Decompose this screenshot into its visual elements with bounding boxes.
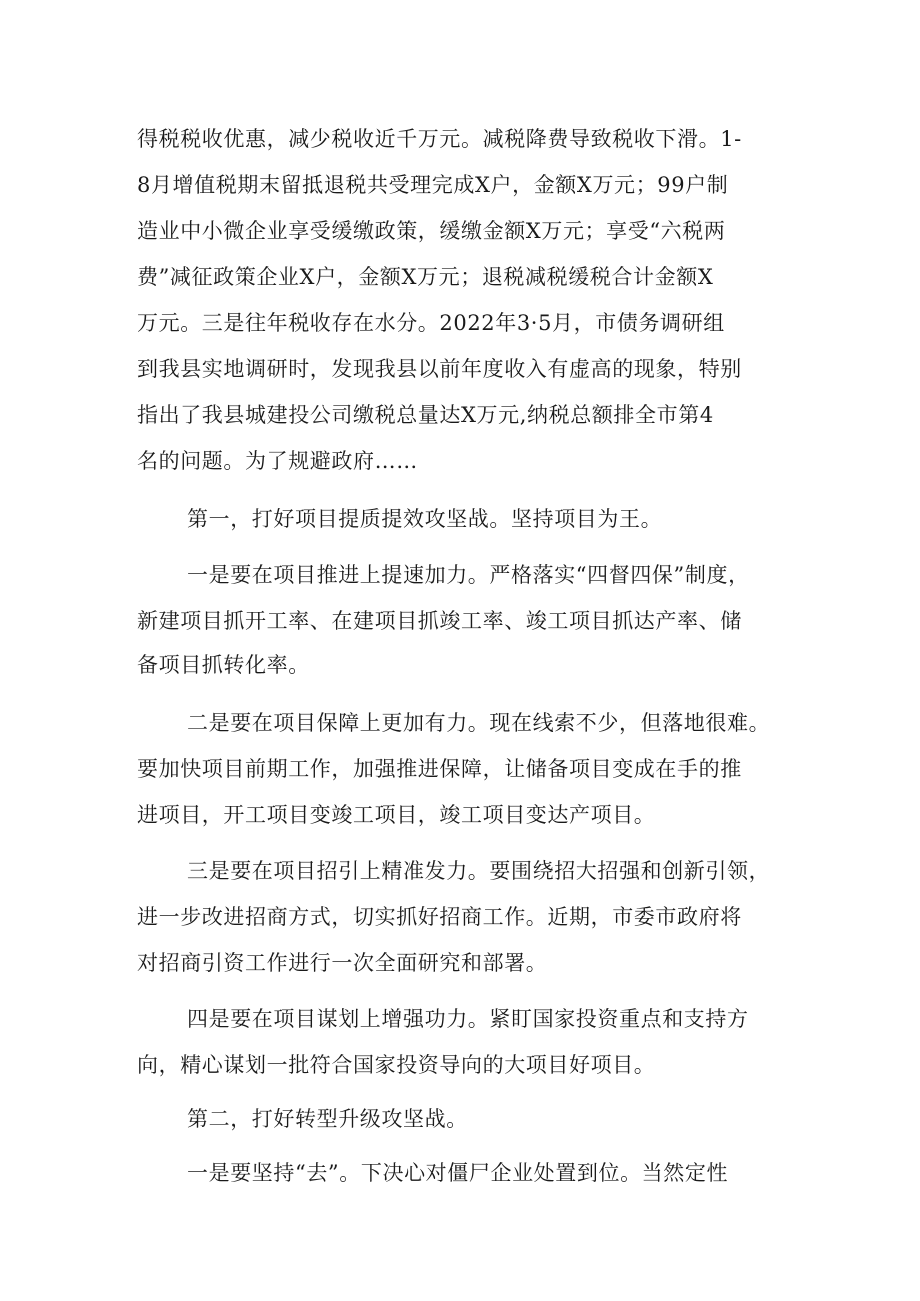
paragraph-start: 一是要在项目推进上提速加力。严格落实“四督四保”制度，	[187, 563, 750, 587]
paragraph-start: 四是要在项目谋划上增强功力。紧盯国家投资重点和支持方	[187, 1007, 749, 1031]
text-line: 名的问题。为了规避政府……	[137, 449, 418, 473]
text-line: 进一步改进招商方式，切实抓好招商工作。近期，市委市政府将	[137, 905, 742, 929]
text-line: 8月增值税期末留抵退税共受理完成X户，金额X万元；99户制	[137, 173, 729, 197]
text-line: 进项目，开工项目变竣工项目，竣工项目变达产项目。	[137, 803, 656, 827]
paragraph-start: 三是要在项目招引上精准发力。要围绕招大招强和创新引领，	[187, 859, 771, 883]
text-line: 指出了我县城建投公司缴税总量达X万元,纳税总额排全市第4	[137, 403, 714, 427]
text-line: 造业中小微企业享受缓缴政策，缓缴金额X万元；享受“六税两	[137, 219, 726, 243]
text-line: 到我县实地调研时，发现我县以前年度收入有虚高的现象，特别	[137, 357, 742, 381]
text-line: 费”减征政策企业X户，金额X万元；退税减税缓税合计金额X	[137, 265, 714, 289]
section-heading: 第一，打好项目提质提效攻坚战。坚持项目为王。	[187, 507, 663, 531]
paragraph-start: 一是要坚持“去”。下决心对僵尸企业处置到位。当然定性	[187, 1161, 729, 1185]
text-line: 备项目抓转化率。	[137, 653, 310, 677]
text-line: 向，精心谋划一批符合国家投资导向的大项目好项目。	[137, 1053, 656, 1077]
text-line: 万元。三是往年税收存在水分。2022年3·5月，市债务调研组	[137, 311, 725, 335]
text-line: 新建项目抓开工率、在建项目抓竣工率、竣工项目抓达产率、储	[137, 609, 742, 633]
section-heading: 第二，打好转型升级攻坚战。	[187, 1107, 468, 1131]
text-line: 得税税收优惠，减少税收近千万元。减税降费导致税收下滑。1-	[137, 127, 742, 151]
paragraph-start: 二是要在项目保障上更加有力。现在线索不少，但落地很难。	[187, 711, 771, 735]
text-line: 对招商引资工作进行一次全面研究和部署。	[137, 951, 548, 975]
text-line: 要加快项目前期工作，加强推进保障，让储备项目变成在手的推	[137, 757, 742, 781]
